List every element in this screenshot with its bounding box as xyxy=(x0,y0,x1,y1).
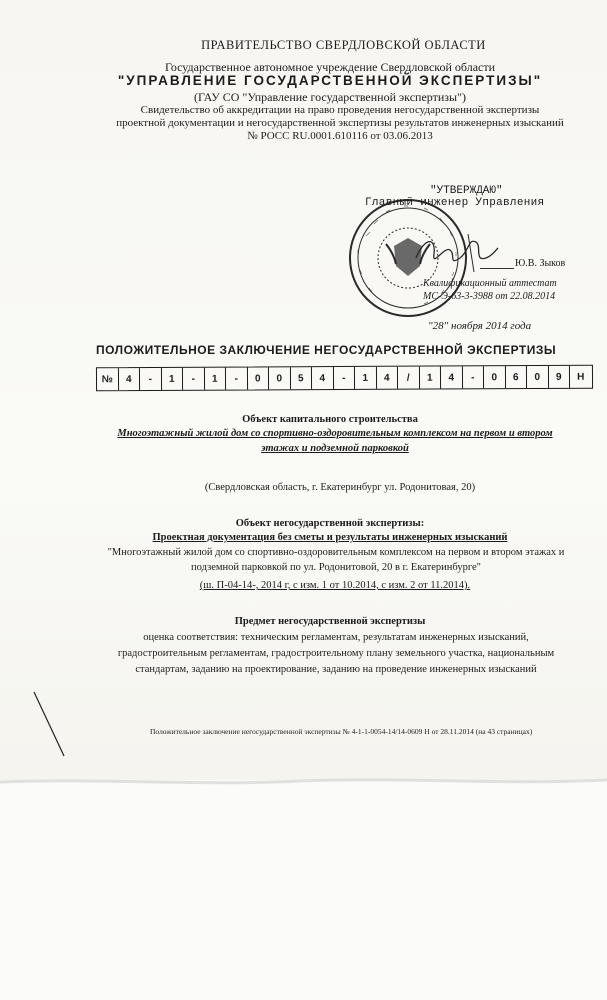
number-cell: / xyxy=(398,367,420,389)
approver-position: Главный инженер Управления xyxy=(365,197,545,209)
object-name-line: этажах и подземной парковкой xyxy=(261,443,409,454)
number-cell: 4 xyxy=(441,366,463,388)
page-footer: Положительное заключение негосударственной экспертизы № 4-1-1-0054-14/14-0609 Н от 28.11.2014 (на 43 страницах) xyxy=(150,727,533,736)
expertise-revision-note: (ш. П-04-14-, 2014 г, с изм. 1 от 10.2014, с изм. 2 от 11.2014). xyxy=(199,580,471,591)
object-name-line: Многоэтажный жилой дом со спортивно-оздоровительным комплексом на первом и втором xyxy=(117,428,553,439)
number-cell: 0 xyxy=(484,366,506,388)
number-cell: 9 xyxy=(548,366,570,388)
number-cell: 1 xyxy=(355,367,377,389)
number-cell: - xyxy=(226,368,248,390)
number-cell: - xyxy=(183,368,205,390)
certificate-label: Квалификационный аттестат xyxy=(423,278,557,289)
scan-fold-shadow xyxy=(0,776,607,794)
number-cell: Н xyxy=(577,371,585,383)
number-cell: - xyxy=(140,368,162,390)
signer-name: Ю.В. Зыков xyxy=(515,258,566,269)
expertise-heading: Объект негосударственной экспертизы: xyxy=(235,518,425,529)
number-cell: 0 xyxy=(269,367,291,389)
number-cell: № xyxy=(97,368,119,390)
subject-line: оценка соответствия: техническим регламентам, результатам инженерных изысканий, xyxy=(143,632,529,643)
object-address: (Свердловская область, г. Екатеринбург ул. Родонитовая, 20) xyxy=(204,482,476,493)
signature-icon xyxy=(410,228,500,278)
organization-abbreviation: (ГАУ СО "Управление государственной экспертизы") xyxy=(194,90,466,104)
conclusion-title: ПОЛОЖИТЕЛЬНОЕ ЗАКЛЮЧЕНИЕ НЕГОСУДАРСТВЕННОЙ ЭКСПЕРТИЗЫ xyxy=(96,343,557,357)
number-cell: 1 xyxy=(161,368,183,390)
conclusion-number-box xyxy=(96,365,593,392)
number-cell: 5 xyxy=(290,367,312,389)
expertise-type: Проектная документация без сметы и результаты инженерных изысканий xyxy=(152,532,508,543)
accreditation-line: Свидетельство об аккредитации на право проведения негосударственной экспертизы xyxy=(140,104,540,116)
number-cell: 4 xyxy=(376,367,398,389)
margin-pen-mark-icon xyxy=(30,690,70,760)
approval-label: "УТВЕРЖДАЮ" xyxy=(430,185,503,197)
number-cell: 6 xyxy=(505,366,527,388)
approval-date: "28" ноября 2014 года xyxy=(428,320,532,332)
institution-name: Государственное автономное учреждение Свердловской области xyxy=(164,60,496,74)
certificate-number: МС-Э-63-3-3988 от 22.08.2014 xyxy=(423,291,556,302)
object-heading: Объект капитального строительства xyxy=(242,414,418,425)
expertise-description-line: "Многоэтажный жилой дом со спортивно-оздоровительным комплексом на первом и втором этажах и xyxy=(107,547,565,558)
number-cell: 4 xyxy=(312,367,334,389)
number-cell: 0 xyxy=(247,367,269,389)
subject-line: градостроительным регламентам, градостроительному плану земельного участка, национальным xyxy=(117,648,555,659)
number-cell: - xyxy=(462,366,484,388)
number-cell: 0 xyxy=(527,366,549,388)
accreditation-line: проектной документации и негосударственной экспертизы результатов инженерных изысканий xyxy=(116,117,564,129)
number-cell: 4 xyxy=(118,368,140,390)
number-cell: 1 xyxy=(419,366,441,388)
subject-line: стандартам, заданию на проектирование, заданию на проведение инженерных изысканий xyxy=(135,664,537,675)
government-title: ПРАВИТЕЛЬСТВО СВЕРДЛОВСКОЙ ОБЛАСТИ xyxy=(201,38,486,52)
signature-line xyxy=(480,268,514,269)
subject-heading: Предмет негосударственной экспертизы xyxy=(234,616,426,627)
number-cell: - xyxy=(333,367,355,389)
number-cell: 1 xyxy=(204,368,226,390)
expertise-description-line: подземной парковкой по ул. Родонитовой, 20 в г. Екатеринбурге" xyxy=(191,562,481,573)
organization-name: "УПРАВЛЕНИЕ ГОСУДАРСТВЕННОЙ ЭКСПЕРТИЗЫ" xyxy=(117,73,543,88)
accreditation-number: № РОСС RU.0001.610116 от 03.06.2013 xyxy=(247,130,433,142)
